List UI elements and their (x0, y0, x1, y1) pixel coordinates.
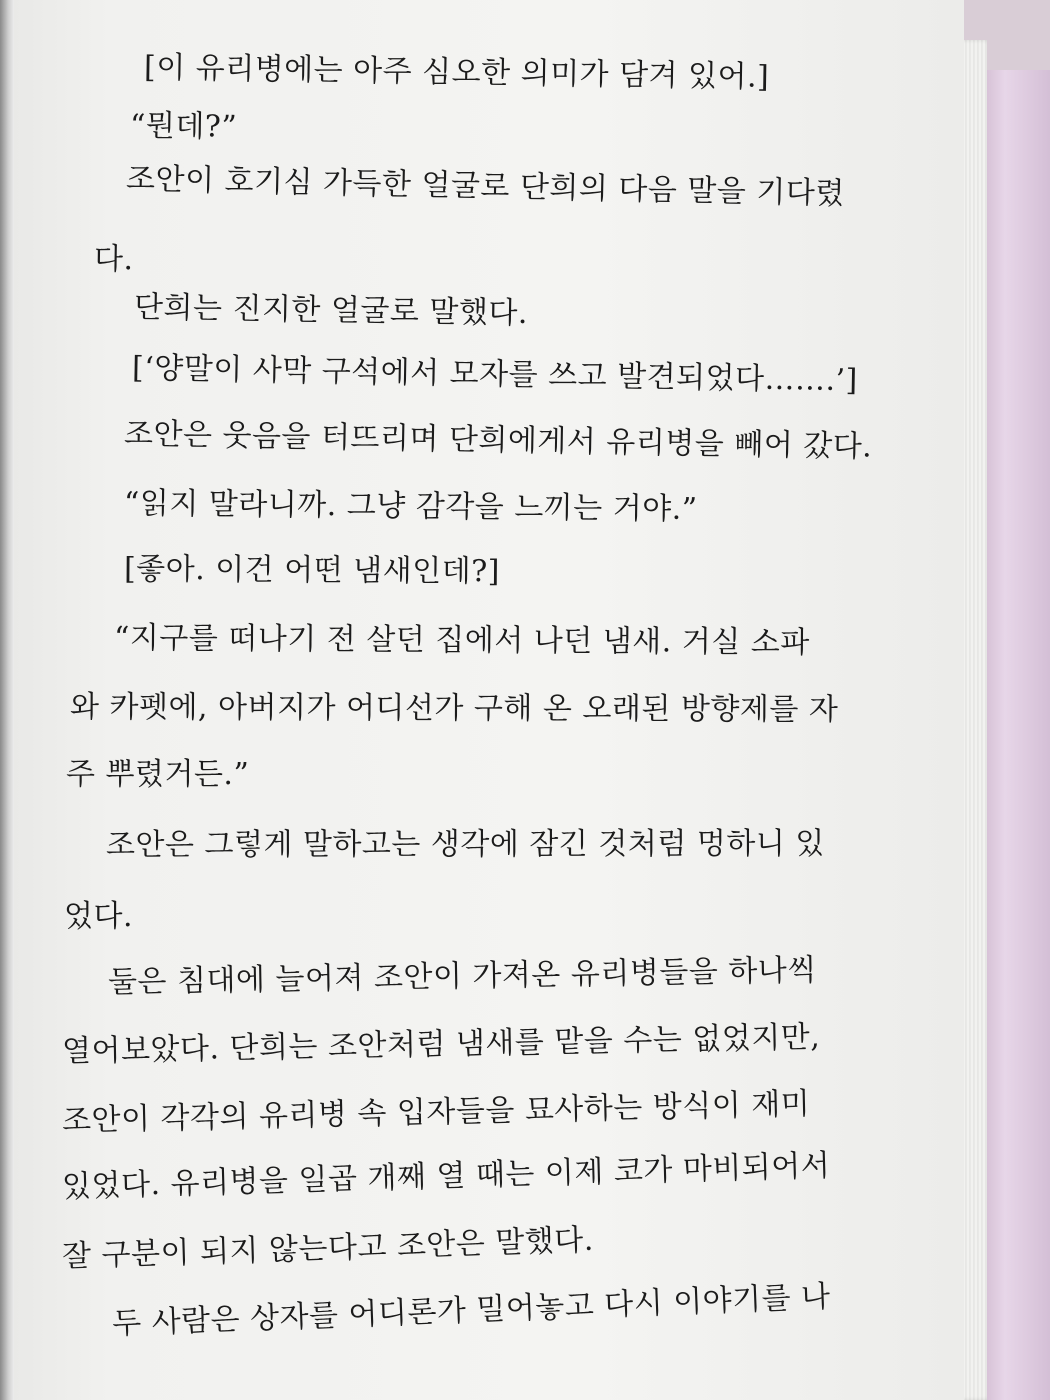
text-line: 주 뿌렸거든.” (66, 757, 250, 792)
text-line: 잘 구분이 되지 않는다고 조안은 말했다. (61, 1222, 595, 1275)
text-line: 다. (93, 241, 134, 278)
text-line: 단희는 진지한 얼굴로 말했다. (133, 289, 529, 332)
text-line: “지구를 떠나기 전 살던 집에서 나던 냄새. 거실 소파 (113, 620, 810, 661)
text-line: 두 사람은 상자를 어디론가 밀어놓고 다시 이야기를 나 (111, 1279, 832, 1342)
text-line: 조안은 그렇게 말하고는 생각에 잠긴 것처럼 멍하니 있 (105, 826, 825, 863)
text-line: “뭔데?” (129, 108, 238, 145)
text-line: 조안은 웃음을 터뜨리며 단희에게서 유리병을 빼어 갔다. (123, 416, 873, 465)
page-text (14, 0, 964, 1400)
text-line: 열어보았다. 단희는 조안처럼 냄새를 맡을 수는 없었지만, (61, 1019, 821, 1070)
text-line: [‘양말이 사막 구석에서 모자를 쓰고 발견되었다…….’] (131, 350, 859, 399)
text-line: [좋아. 이건 어떤 냄새인데?] (123, 551, 501, 590)
text-line: 었다. (64, 899, 133, 934)
book-page (14, 0, 964, 1400)
text-line: 조안이 호기심 가득한 얼굴로 단희의 다음 말을 기다렸 (125, 161, 846, 212)
text-line: 있었다. 유리병을 일곱 개째 열 때는 이제 코가 마비되어서 (61, 1148, 831, 1205)
book-gutter-edge (0, 0, 14, 1400)
text-line: 와 카펫에, 아버지가 어디선가 구해 온 오래된 방향제를 자 (69, 689, 839, 728)
text-line: 둘은 침대에 늘어져 조안이 가져온 유리병들을 하나씩 (107, 952, 818, 1001)
text-line: [이 유리병에는 아주 심오한 의미가 담겨 있어.] (143, 50, 770, 95)
text-line: “읽지 말라니까. 그냥 감각을 느끼는 거야.” (123, 485, 698, 528)
text-line: 조안이 각각의 유리병 속 입자들을 묘사하는 방식이 재미 (61, 1086, 811, 1139)
